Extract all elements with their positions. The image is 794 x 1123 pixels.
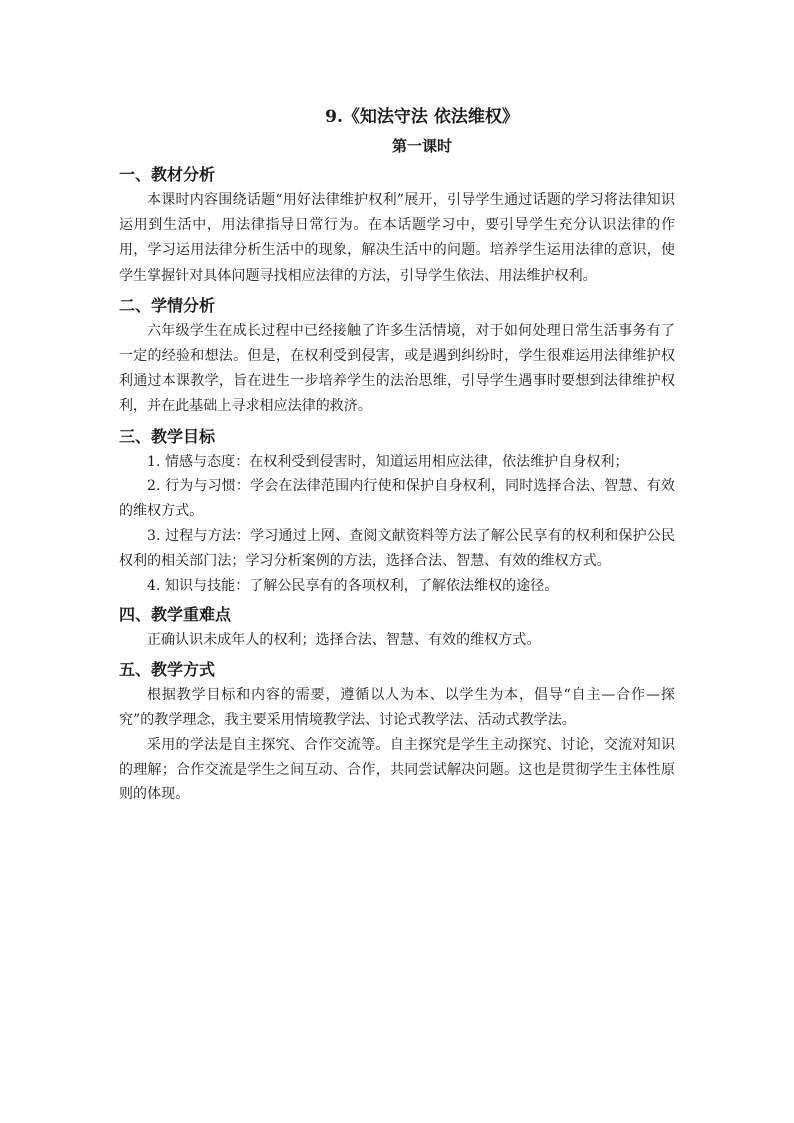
section-heading: 五、教学方式 <box>119 660 216 680</box>
objective-item: 1. 情感与态度：在权利受到侵害时，知道运用相应法律，依法维护自身权利； <box>147 453 629 470</box>
section-textbook-analysis <box>119 162 675 289</box>
section-paragraph: 本课时内容围绕话题“用好法律维护权利”展开，引导学生通过话题的学习将法律知识运用到生活中，用法律指导日常行为。在本话题学习中，要引导学生充分认识法律的作用，学习运用法律分析生活中的现象，解决生活中的问题。培养学生运用法律的意识，使学生掌握针对具体问题寻找相应法律的方法，引导学生依法、用法维护权利。 <box>119 192 675 284</box>
section-teaching-objectives <box>119 424 675 599</box>
document-subtitle: 第一课时 <box>391 137 452 155</box>
objective-item: 3. 过程与方法：学习通过上网、查阅文献资料等方法了解公民享有的权利和保护公民权利的相关部门法；学习分析案例的方法，选择合法、智慧、有效的维权方式。 <box>119 528 675 569</box>
objective-item: 2. 行为与习惯：学会在法律范围内行使和保护自身权利，同时选择合法、智慧、有效的维权方式。 <box>119 478 675 520</box>
section-heading: 四、教学重难点 <box>119 605 232 625</box>
objective-item: 4. 知识与技能：了解公民享有的各项权利，了解依法维权的途径。 <box>147 577 559 594</box>
section-teaching-methods <box>119 657 675 807</box>
section-paragraph: 根据教学目标和内容的需要，遵循以人为本、以学生为本，倡导“自主—合作—探究”的教学理念，我主要采用情境教学法、讨论式教学法、活动式教学法。 <box>119 687 675 728</box>
section-heading: 三、教学目标 <box>119 426 216 446</box>
section-key-difficulties <box>119 602 675 653</box>
section-paragraph: 正确认识未成年人的权利；选择合法、智慧、有效的维权方式。 <box>147 632 541 649</box>
section-paragraph: 采用的学法是自主探究、合作交流等。自主探究是学生主动探究、讨论，交流对知识的理解；合作交流是学生之间互动、合作，共同尝试解决问题。这也是贯彻学生主体性原则的体现。 <box>119 736 675 803</box>
section-student-analysis <box>119 293 675 420</box>
document-title: 9.《知法守法 依法维权》 <box>325 107 519 127</box>
section-paragraph: 六年级学生在成长过程中已经接触了许多生活情境，对于如何处理日常生活事务有了一定的经验和想法。但是，在权利受到侵害，或是遇到纠纷时，学生很难运用法律维护权利通过本课教学，旨在进生一步培养学生的法治思维，引导学生遇事时要想到法律维护权利，并在此基础上寻求相应法律的救济。 <box>119 322 675 415</box>
section-heading: 一、教材分析 <box>119 165 216 184</box>
document-body <box>119 104 675 807</box>
section-heading: 二、学情分析 <box>119 295 216 315</box>
